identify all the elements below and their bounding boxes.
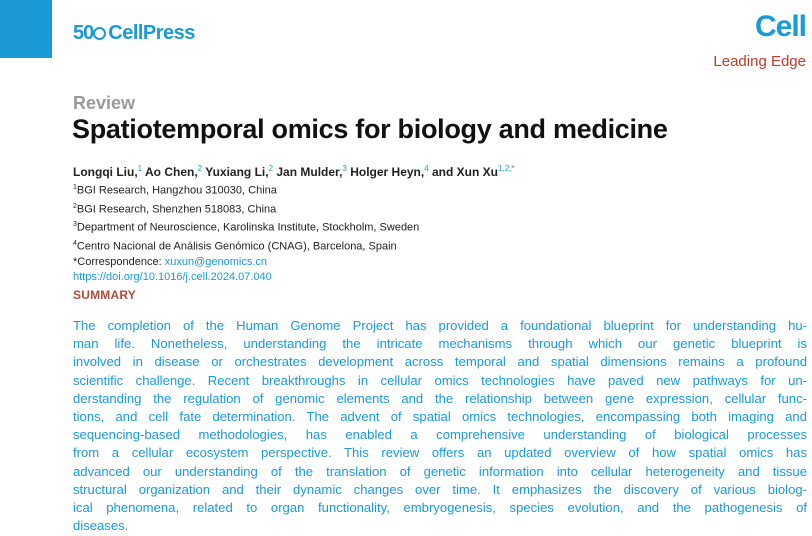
summary-line: scientific challenge. Recent breakthroughs in cellular omics technologies have paved new pathways for un- <box>73 372 807 388</box>
summary-line: sequencing-based methodologies, has enabled a comprehensive understanding of biological processes <box>73 427 807 443</box>
author-name: and Xun Xu <box>428 165 499 179</box>
author-name: Holger Heyn, <box>346 165 425 179</box>
affiliation-item: $^2$BGI Research, Shenzhen 518083, China <box>73 202 277 216</box>
summary-line: The completion of the Human Genome Project has provided a foundational blueprint for understanding hu- <box>73 318 807 333</box>
affiliation-item: $^3$Department of Neuroscience, Karolinska Institute, Stockholm, Sweden <box>73 221 420 234</box>
journal-section: Leading Edge <box>713 53 806 70</box>
article-title: Spatiotemporal omics for biology and medicine <box>72 114 668 144</box>
summary-line: from a cellular ecosystem perspective. This review offers an updated overview of how spatial omics has <box>73 445 807 461</box>
author-affiliation-mark[interactable]: 2 <box>268 164 274 173</box>
correspondence-email-link[interactable]: xuxun@genomics.cn <box>164 255 268 268</box>
affiliation-item: $^4$Centro Nacional de Análisis Genómico (CNAG), Barcelona, Spain <box>73 239 397 253</box>
article-type: Review <box>73 93 136 113</box>
summary-line: tions, and cell fate determination. The advent of spatial omics technologies, encompassing both imaging and <box>73 409 807 425</box>
author-name: Jan Mulder, <box>273 165 343 179</box>
cellpress-logo <box>73 20 195 46</box>
correspondence-label: *Correspondence: <box>73 255 162 268</box>
summary-line: derstanding the regulation of genomic elements and the relationship between gene expression, cellular func- <box>73 390 807 406</box>
author-name: Ao Chen, <box>142 165 198 179</box>
summary-line: involved in disease or orchestrates development across temporal and spatial dimensions remains a profound <box>73 354 807 370</box>
author-affiliation-mark[interactable]: 1 <box>137 164 143 173</box>
summary-line: diseases. <box>73 518 129 534</box>
affiliation-list <box>73 180 419 285</box>
author-affiliation-mark[interactable]: 1,2,* <box>498 164 515 173</box>
doi-link[interactable]: https://doi.org/10.1016/j.cell.2024.07.040 <box>73 270 272 283</box>
author-affiliation-mark[interactable]: 2 <box>197 164 203 173</box>
publisher-name: CellPress <box>108 21 195 44</box>
summary-line: man life. Nonetheless, understanding the intricate mechanisms through which our genetic blueprint is <box>73 336 807 352</box>
author-affiliation-mark[interactable]: 3 <box>342 164 347 173</box>
summary-text <box>73 317 807 535</box>
summary-line: structural organization and their dynamic changes over time. It emphasizes the discovery of various biolog- <box>73 481 807 497</box>
anniversary-number: 50 <box>73 21 94 44</box>
author-name: Longqi Liu, <box>73 165 138 179</box>
corner-color-block <box>0 0 52 58</box>
summary-heading: SUMMARY <box>73 288 136 302</box>
author-affiliation-mark[interactable]: 4 <box>424 164 429 173</box>
author-name: Yuxiang Li, <box>202 165 269 179</box>
summary-line: ical phenomena, related to organ functionality, embryogenesis, species evolution, and the pathogenesis of <box>73 500 807 516</box>
summary-line: advanced our understanding of the translation of genetic information into cellular heterogeneity and tissue <box>73 463 807 479</box>
cellpress-ring-icon <box>93 27 106 40</box>
correspondence <box>73 255 419 270</box>
author-list <box>73 164 514 179</box>
journal-name: Cell <box>754 10 806 43</box>
affiliation-item: $^1$BGI Research, Hangzhou 310030, China <box>73 184 277 197</box>
